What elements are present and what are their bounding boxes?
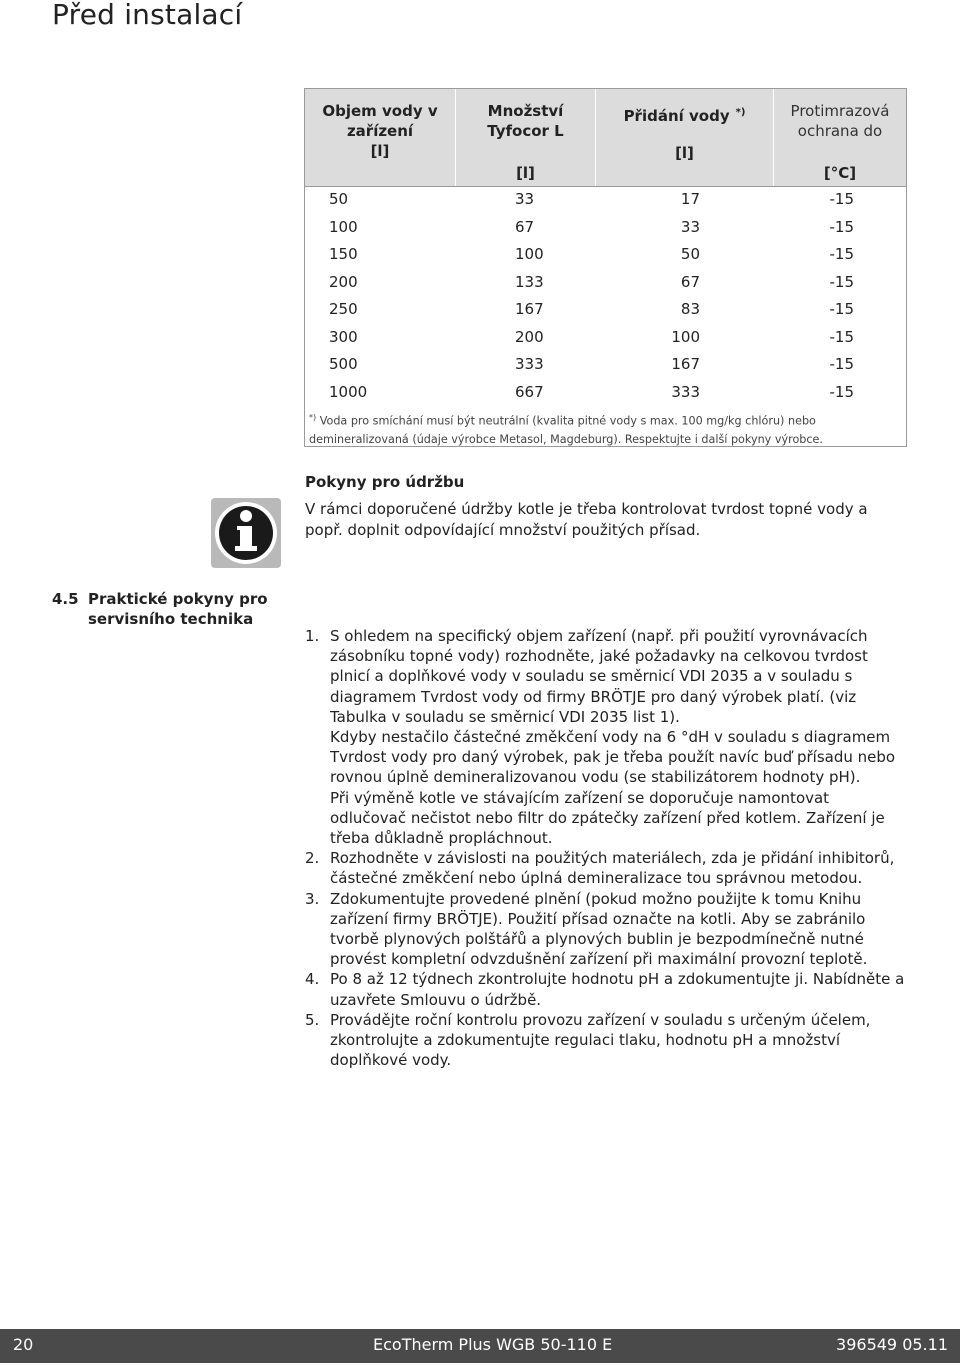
- table-row: [305, 297, 906, 325]
- table-cell: 150: [329, 245, 358, 263]
- list-item-number: 1.: [305, 627, 320, 645]
- table-cell: 667: [515, 382, 544, 401]
- info-icon: [211, 498, 281, 568]
- cell-value: 333: [671, 382, 700, 401]
- table-row: [305, 270, 906, 298]
- instruction-list: [305, 626, 905, 1070]
- table-cell: 100: [329, 217, 358, 236]
- table-row: [305, 325, 906, 353]
- table-cell: -15: [829, 382, 854, 401]
- table-body: [305, 187, 906, 407]
- note-title: Pokyny pro údržbu: [305, 473, 465, 491]
- list-item-paragraph: S ohledem na specifický objem zařízení (např. při použití vyrovnávacích zásobníku topné vody) rozhodněte, jaké požadavky na celkovou tvrdost plnicí a doplňkové vody v souladu se směrnicí VDI 2035 a v souladu s diagramem Tvrdost vody od firmy BRÖTJE pro daný výrobek platí. (viz Tabulka v souladu se směrnicí VDI 2035 list 1).: [330, 627, 868, 726]
- table-cell: 300: [329, 327, 358, 346]
- table-footnote: [309, 409, 905, 449]
- list-item-number: 2.: [305, 849, 320, 868]
- list-item-paragraph: Kdyby nestačilo částečné změkčení vody na 6 °dH v souladu s diagramem Tvrdost vody pro daný výrobek, pak je třeba použít navíc buď přísadu nebo rovnou úplně demineralizovanou vodu (se stabilizátorem hodnoty pH).: [330, 728, 896, 787]
- cell-value: 167: [671, 355, 700, 373]
- header-unit: [l]: [516, 164, 535, 182]
- document-code: 396549 05.11: [836, 1335, 948, 1354]
- page-number: 20: [13, 1335, 34, 1354]
- list-item-number: 5.: [305, 1010, 320, 1029]
- cell-value: 33: [680, 217, 700, 236]
- section-number: 4.5: [52, 590, 79, 608]
- list-item-paragraph: Zdokumentujte provedené plnění (pokud možno použijte k tomu Knihu zařízení firmy BRÖTJE). Použití přísad označte na kotli. Aby se zabránilo tvorbě plynových polštářů a plynových bublin je bezpodmínečně nutné provést kompletní odvzdušnění zařízení při maximální provozní teplotě.: [330, 889, 868, 969]
- list-item: [305, 969, 905, 1009]
- list-item: [305, 1010, 905, 1071]
- header-cell-water-volume: [305, 89, 455, 186]
- list-item-paragraph: Po 8 až 12 týdnech zkontrolujte hodnotu pH a zdokumentujte ji. Nabídněte a uzavřete Smlouvu o údržbě.: [330, 970, 905, 1009]
- table-cell: 100: [515, 245, 544, 263]
- header-label-text: Přidání vody: [623, 107, 730, 125]
- table-cell: 67: [515, 217, 535, 236]
- antifreeze-table: [304, 88, 907, 447]
- table-cell: 250: [329, 300, 358, 318]
- table-cell: -15: [829, 327, 854, 346]
- header-cell-tyfocor: [455, 89, 595, 186]
- note-body: V rámci doporučené údržby kotle je třeba kontrolovat tvrdost topné vody a popř. doplnit odpovídající množství použitých přísad.: [305, 500, 868, 539]
- header-unit: [l]: [675, 144, 694, 162]
- header-cell-added-water: [595, 89, 773, 186]
- table-cell: -15: [829, 272, 854, 291]
- cell-value: 50: [680, 245, 700, 263]
- list-item-number: 4.: [305, 970, 320, 989]
- table-cell: -15: [829, 245, 854, 263]
- table-row: [305, 380, 906, 408]
- table-cell: 167: [515, 300, 544, 318]
- list-item-number: 3.: [305, 889, 320, 908]
- table-row: [305, 352, 906, 380]
- list-item-paragraph: Při výměně kotle ve stávajícím zařízení se doporučuje namontovat odlučovač nečistot nebo filtr do zpátečky zařízení před kotlem. Zařízení je třeba důkladně propláchnout.: [330, 788, 885, 848]
- table-cell: -15: [829, 300, 854, 318]
- table-cell: -15: [829, 190, 854, 208]
- table-header: [305, 89, 906, 187]
- page-title: Před instalací: [52, 0, 243, 31]
- table-cell: 200: [329, 272, 358, 291]
- header-cell-frost-protection: [773, 89, 906, 186]
- table-cell: 133: [515, 272, 544, 291]
- list-item-paragraph: Rozhodněte v závislosti na použitých materiálech, zda je přidání inhibitorů, částečné změkčení nebo úplná demineralizace tou správnou metodou.: [330, 849, 895, 888]
- table-cell: 333: [515, 355, 544, 373]
- header-unit: [l]: [370, 142, 390, 160]
- footnote-marker: *): [309, 413, 317, 422]
- cell-value: 67: [680, 272, 700, 291]
- table-cell: -15: [829, 217, 854, 236]
- header-label: [596, 103, 773, 126]
- table-row: [305, 215, 906, 243]
- section-heading: [52, 589, 272, 629]
- header-label: Množství Tyfocor L: [487, 102, 564, 140]
- cell-value: 83: [680, 300, 700, 318]
- list-item: [305, 626, 905, 848]
- footnote-text: Voda pro smíchání musí být neutrální (kvalita pitné vody s max. 100 mg/kg chlóru) nebo demineralizovaná (údaje výrobce Metasol, Magdeburg). Respektujte i další pokyny výrobce.: [309, 414, 823, 446]
- table-cell: 50: [329, 190, 349, 208]
- header-label: Objem vody v zařízení: [322, 102, 438, 140]
- page-footer: [0, 1329, 960, 1363]
- table-cell: 500: [329, 355, 358, 373]
- header-label: Protimrazová ochrana do: [790, 102, 890, 140]
- cell-value: 17: [680, 190, 700, 208]
- table-cell: 1000: [329, 382, 368, 401]
- table-cell: -15: [829, 355, 854, 373]
- table-cell: 33: [515, 190, 535, 208]
- table-row: [305, 187, 906, 215]
- list-item: [305, 848, 905, 888]
- footnote-marker: *): [735, 107, 746, 118]
- product-model: EcoTherm Plus WGB 50-110 E: [373, 1335, 613, 1354]
- table-row: [305, 242, 906, 270]
- list-item: [305, 889, 905, 970]
- cell-value: 100: [671, 327, 700, 346]
- list-item-paragraph: Provádějte roční kontrolu provozu zařízení v souladu s určeným účelem, zkontrolujte a zdokumentujte regulaci tlaku, hodnotu pH a množství doplňkové vody.: [330, 1010, 871, 1070]
- table-cell: 200: [515, 327, 544, 346]
- section-title: Praktické pokyny pro servisního technika: [88, 590, 268, 628]
- header-unit: [°C]: [823, 164, 857, 182]
